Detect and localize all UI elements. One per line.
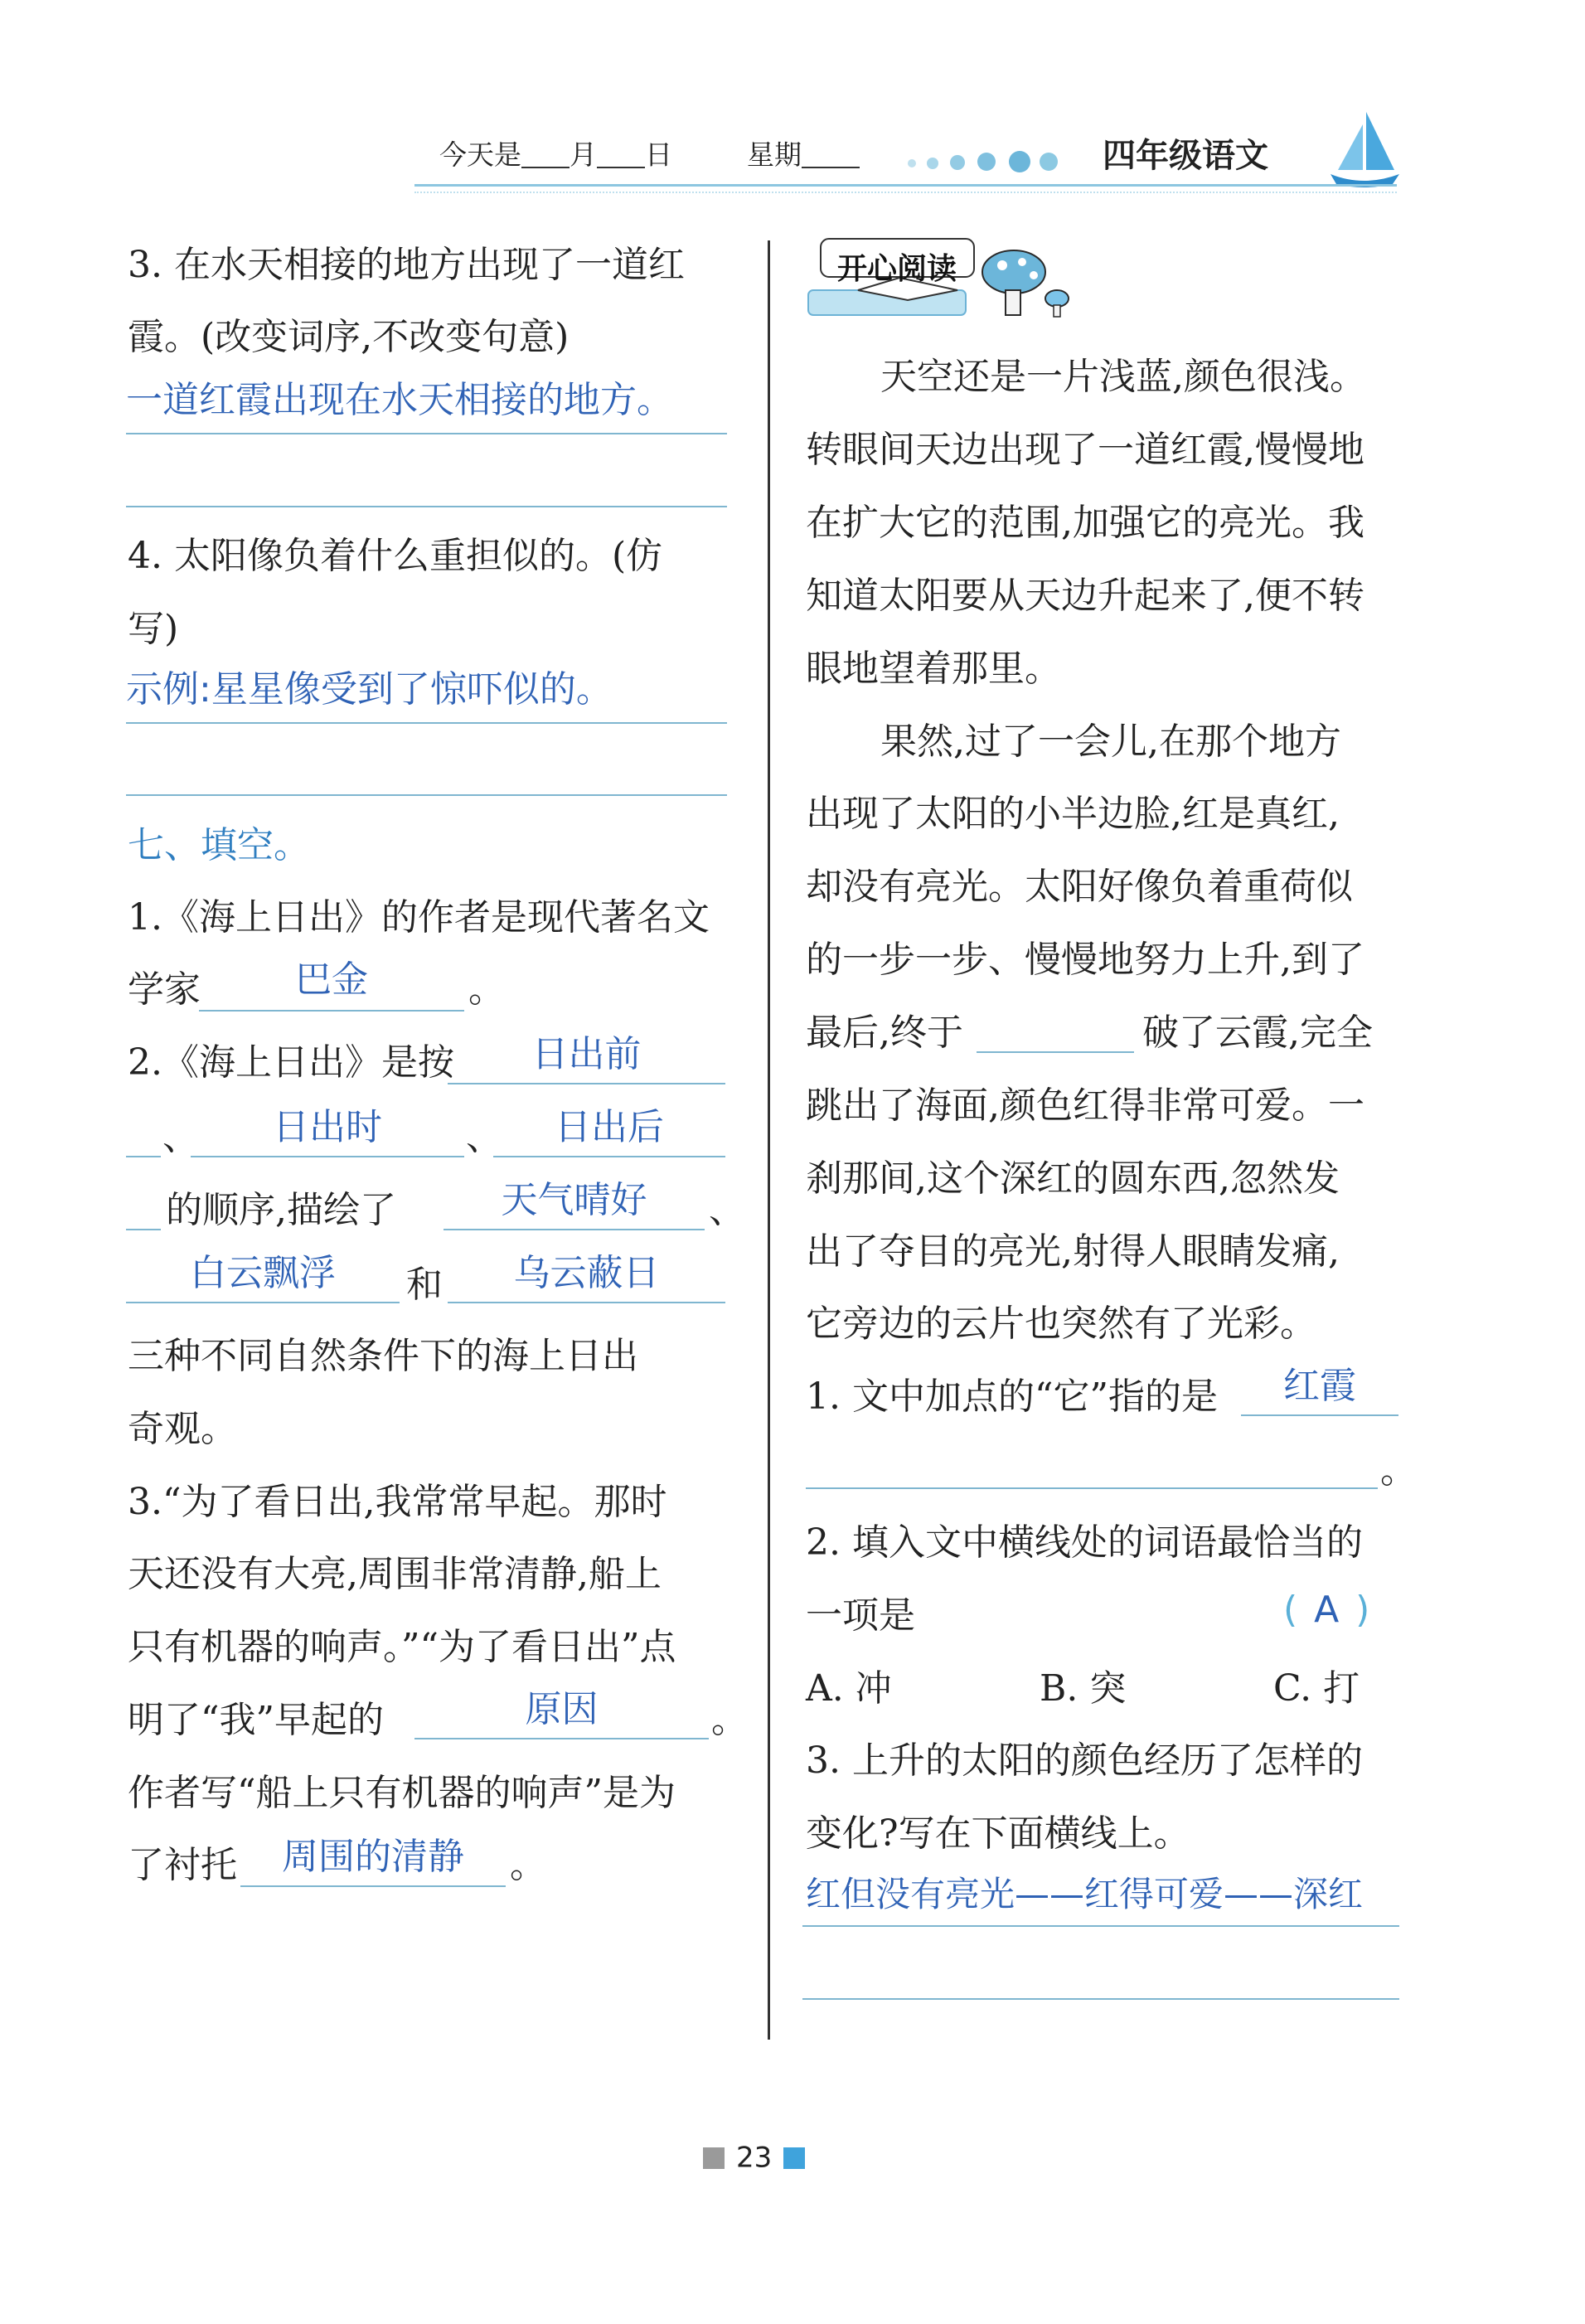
right-q2-line2: 一项是 bbox=[806, 1594, 915, 1637]
right-q3-line1: 3. 上升的太阳的颜色经历了怎样的 bbox=[806, 1739, 1363, 1782]
left-q4-line1: 4. 太阳像负着什么重担似的。(仿 bbox=[128, 535, 663, 577]
left-f2-answer-3: 日出后 bbox=[555, 1106, 664, 1148]
right-q2-paren-close: ) bbox=[1355, 1589, 1370, 1631]
reading-banner-title: 开心阅读 bbox=[837, 252, 957, 286]
left-q3-line2: 霞。(改变词序,不改变句意) bbox=[128, 316, 570, 358]
right-q1-blank-1 bbox=[1241, 1414, 1398, 1416]
left-f2-answer-5: 白云飘浮 bbox=[190, 1252, 336, 1294]
header-rule bbox=[414, 184, 1397, 193]
passage-p1-l5: 眼地望着那里。 bbox=[806, 648, 1061, 690]
left-f3-line4-end: 。 bbox=[711, 1699, 748, 1741]
passage-p3-l1: 跳出了海面,颜色红得非常可爱。一 bbox=[806, 1084, 1364, 1127]
left-f3-answer-2: 周围的清静 bbox=[282, 1836, 464, 1878]
passage-p3-l2: 刹那间,这个深红的圆东西,忽然发 bbox=[806, 1157, 1340, 1200]
right-q3-line2: 变化?写在下面横线上。 bbox=[806, 1812, 1190, 1855]
passage-p1-l4: 知道太阳要从天边升起来了,便不转 bbox=[806, 575, 1364, 617]
date-month-label: 月 bbox=[570, 138, 597, 171]
left-f2-sep-1: 、 bbox=[162, 1116, 199, 1158]
left-f2-blank-5 bbox=[126, 1302, 400, 1303]
left-f2-blank-3 bbox=[493, 1156, 725, 1157]
left-f3-line6-prefix: 了衬托 bbox=[128, 1844, 237, 1886]
right-q2-option-a: A. 冲 bbox=[806, 1667, 892, 1710]
passage-p1-l2: 转眼间天边出现了一道红霞,慢慢地 bbox=[806, 429, 1364, 471]
left-f2-blank-2 bbox=[191, 1156, 464, 1157]
date-today-label: 今天是 bbox=[439, 138, 521, 171]
passage-p2-l5-end: 破了云霞,完全 bbox=[1142, 1012, 1373, 1054]
left-f1-prefix: 学家 bbox=[128, 968, 201, 1011]
left-f3-line3: 只有机器的响声。”“为了看日出”点 bbox=[128, 1626, 676, 1668]
left-f2-prefix: 2.《海上日出》是按 bbox=[128, 1041, 454, 1084]
left-q4-blank-1 bbox=[126, 722, 727, 724]
book-title: 四年级语文 bbox=[1103, 137, 1268, 175]
passage-p2-l1: 果然,过了一会儿,在那个地方 bbox=[880, 720, 1341, 763]
right-q1-end: 。 bbox=[1380, 1449, 1417, 1492]
passage-p2-l4: 的一步一步、慢慢地努力上升,到了 bbox=[806, 939, 1364, 981]
left-q4-answer: 示例:星星像受到了惊吓似的。 bbox=[126, 668, 613, 711]
footer-page-number bbox=[703, 2141, 805, 2175]
left-f1-line1: 1.《海上日出》的作者是现代著名文 bbox=[128, 896, 710, 939]
decorative-dots-icon bbox=[904, 149, 1061, 174]
left-f2-blank-lead-2 bbox=[126, 1229, 161, 1230]
blue-square-icon bbox=[783, 2147, 805, 2169]
passage-p3-l3: 出了夺目的亮光,射得人眼睛发痛, bbox=[806, 1230, 1340, 1273]
left-f3-answer-1: 原因 bbox=[525, 1688, 599, 1730]
left-f2-answer-2: 日出时 bbox=[273, 1106, 382, 1148]
date-line bbox=[439, 138, 860, 171]
date-week-label: 星期 bbox=[747, 138, 802, 171]
left-f3-line2: 天还没有大亮,周围非常清静,船上 bbox=[128, 1553, 662, 1595]
left-f3-line5: 作者写“船上只有机器的响声”是为 bbox=[128, 1772, 676, 1814]
left-f3-blank-2 bbox=[240, 1885, 506, 1887]
header-dots bbox=[904, 149, 1061, 177]
right-q2-option-b: B. 突 bbox=[1040, 1667, 1127, 1710]
date-day-label: 日 bbox=[645, 138, 672, 171]
left-f2-mid: 的顺序,描绘了 bbox=[166, 1189, 396, 1231]
right-q2-line1: 2. 填入文中横线处的词语最恰当的 bbox=[806, 1521, 1363, 1564]
page-number: 23 bbox=[736, 2141, 773, 2175]
month-blank bbox=[521, 143, 570, 168]
right-q2-paren-group bbox=[1283, 1589, 1370, 1631]
left-q3-answer: 一道红霞出现在水天相接的地方。 bbox=[126, 379, 673, 421]
passage-p2-l3: 却没有亮光。太阳好像负着重荷似 bbox=[806, 866, 1353, 908]
left-f2-blank-lead bbox=[126, 1156, 161, 1157]
right-q1-blank-2 bbox=[806, 1487, 1378, 1489]
left-f2-line5: 三种不同自然条件下的海上日出 bbox=[128, 1335, 638, 1377]
left-f2-line6: 奇观。 bbox=[128, 1408, 237, 1450]
passage-p1-l3: 在扩大它的范围,加强它的亮光。我 bbox=[806, 502, 1364, 544]
left-f1-end: 。 bbox=[468, 968, 505, 1011]
left-f1-blank bbox=[199, 1010, 464, 1012]
left-f2-answer-6: 乌云蔽日 bbox=[513, 1252, 660, 1294]
left-f2-answer-1: 日出前 bbox=[531, 1033, 642, 1075]
right-q2-paren-open: ( bbox=[1283, 1589, 1298, 1631]
left-q3-blank-1 bbox=[126, 433, 727, 434]
passage-p3-l4: 它旁边的云片也突然有了光彩。 bbox=[806, 1303, 1316, 1345]
left-q4-blank-2 bbox=[126, 794, 727, 796]
gray-square-icon bbox=[703, 2147, 725, 2169]
left-q4-line2: 写) bbox=[128, 608, 179, 650]
day-blank bbox=[597, 143, 645, 168]
week-blank bbox=[802, 143, 860, 168]
left-f2-answer-4: 天气晴好 bbox=[501, 1179, 647, 1221]
left-f2-sep-3: 、 bbox=[709, 1189, 745, 1231]
left-f2-blank-1 bbox=[448, 1083, 725, 1084]
right-q3-blank-2 bbox=[802, 1998, 1399, 2000]
passage-p2-l2: 出现了太阳的小半边脸,红是真红, bbox=[806, 793, 1340, 835]
left-f3-line6-end: 。 bbox=[510, 1844, 546, 1886]
left-f1-answer: 巴金 bbox=[295, 958, 368, 1001]
left-f3-line4-prefix: 明了“我”早起的 bbox=[128, 1699, 384, 1741]
left-q3-line1: 3. 在水天相接的地方出现了一道红 bbox=[128, 244, 685, 286]
section-7-title: 七、填空。 bbox=[128, 824, 310, 866]
passage-blank bbox=[977, 1051, 1134, 1053]
left-f2-and: 和 bbox=[406, 1264, 443, 1306]
right-q3-blank-1 bbox=[802, 1925, 1399, 1927]
right-q2-answer: A bbox=[1314, 1589, 1340, 1631]
left-f2-blank-4 bbox=[444, 1229, 705, 1230]
right-q1-prefix: 1. 文中加点的“它”指的是 bbox=[806, 1375, 1218, 1418]
left-f2-sep-2: 、 bbox=[466, 1116, 502, 1158]
left-f3-line1: 3.“为了看日出,我常常早起。那时 bbox=[128, 1481, 667, 1523]
passage-p2-l5-prefix: 最后,终于 bbox=[806, 1012, 963, 1054]
passage-p1-l1: 天空还是一片浅蓝,颜色很浅。 bbox=[880, 356, 1366, 398]
right-q2-option-c: C. 打 bbox=[1273, 1667, 1360, 1710]
left-f3-blank-1 bbox=[414, 1738, 709, 1739]
sailboat-icon bbox=[1326, 108, 1401, 191]
column-divider bbox=[768, 240, 770, 2040]
left-f2-blank-6 bbox=[448, 1302, 725, 1303]
left-q3-blank-2 bbox=[126, 506, 727, 507]
right-q3-answer: 红但没有亮光——红得可爱——深红 bbox=[806, 1874, 1364, 1914]
right-q1-answer: 红霞 bbox=[1283, 1365, 1356, 1407]
